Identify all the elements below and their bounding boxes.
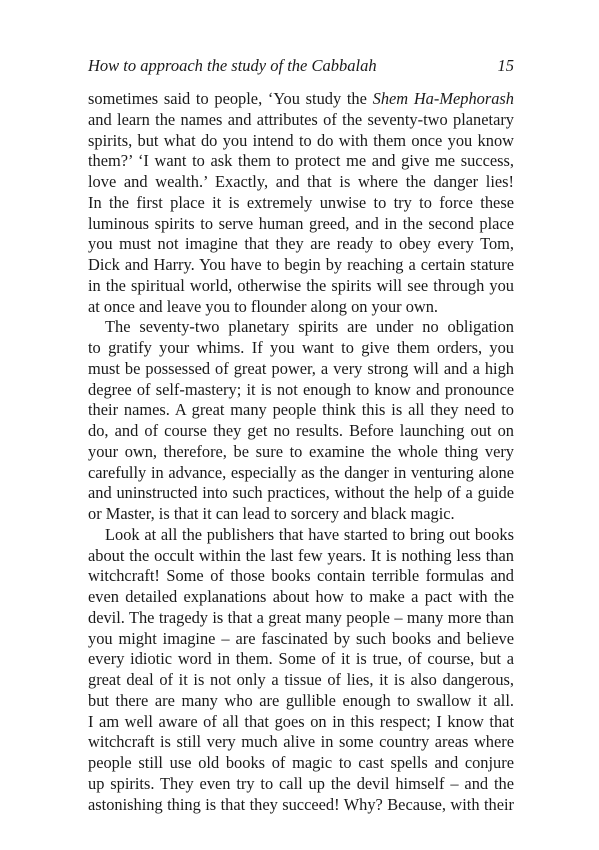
text-line: devil. The tragedy is that a great many people – many more than xyxy=(88,607,514,627)
text-line: even detailed explanations about how to make a pact with the xyxy=(88,587,514,606)
text-line: about the occult within the last few years. It is nothing less than xyxy=(88,545,514,565)
text-line: do, and of course they get no results. Before launching out on xyxy=(88,421,514,440)
text-line: in the spiritual world, otherwise the spirits will see through you xyxy=(88,275,514,295)
text-line: but there are many who are gullible enough to swallow it all. xyxy=(88,690,514,710)
text-line: degree of self-mastery; it is not enough to know and pronounce xyxy=(88,379,514,399)
text-line: you must not imagine that they are ready to obey every Tom, xyxy=(88,234,514,254)
paragraph-3 xyxy=(88,525,514,816)
text-line: luminous spirits to serve human greed, and in the second place xyxy=(88,213,514,233)
text-line: at once and leave you to flounder along on your own. xyxy=(88,296,439,316)
chapter-title: How to approach the study of the Cabbalah xyxy=(88,56,377,75)
text-line: The seventy-two planetary spirits are under no obligation xyxy=(105,317,514,337)
text-line: witchcraft is still very much alive in some country areas where xyxy=(88,732,514,752)
text-line: must be possessed of great power, a very strong will and a high xyxy=(88,358,514,378)
text-line: every idiotic word in them. Some of it is true, of course, but a xyxy=(88,649,514,669)
text-line: I am well aware of all that goes on in this respect; I know that xyxy=(88,711,514,731)
text-line: up spirits. They even try to call up the devil himself – and the xyxy=(88,773,514,793)
text-line: or Master, is that it can lead to sorcery and black magic. xyxy=(88,504,455,523)
text-line: carefully in advance, especially as the danger in venturing alone xyxy=(88,462,514,482)
text-line: you might imagine – are fascinated by such books and believe xyxy=(88,628,514,648)
text-line: and uninstructed into such practices, without the help of a guide xyxy=(88,483,514,503)
body-text xyxy=(88,89,514,815)
text-line: astonishing thing is that they succeed! Why? Because, with their xyxy=(88,794,514,814)
text-line: great deal of it is not only a tissue of lies, it is also dangerous, xyxy=(88,670,514,689)
text-line: witchcraft! Some of those books contain terrible formulas and xyxy=(88,566,514,586)
term-shem-ha-mephorash: Shem Ha-Mephorash xyxy=(372,89,514,108)
text-line: Dick and Harry. You have to begin by reaching a certain stature xyxy=(88,255,514,274)
text-line: them?’ ‘I want to ask them to protect me and give me success, xyxy=(88,151,514,171)
running-head xyxy=(88,56,514,80)
paragraph-1 xyxy=(88,89,514,317)
text-line: In the first place it is extremely unwise to try to force these xyxy=(88,192,514,212)
text-line: Look at all the publishers that have started to bring out books xyxy=(105,524,514,544)
text-line: spirits, but what do you intend to do with them once you know xyxy=(88,130,514,150)
text-line: love and wealth.’ Exactly, and that is where the danger lies! xyxy=(88,172,514,191)
text-line: people still use old books of magic to cast spells and conjure xyxy=(88,753,514,772)
text-line: sometimes said to people, ‘You study the Shem Ha-Mephorash xyxy=(88,89,514,108)
paragraph-2 xyxy=(88,317,514,525)
text-line: to gratify your whims. If you want to give them orders, you xyxy=(88,338,514,357)
page-number: 15 xyxy=(497,56,514,75)
text-line: their names. A great many people think this is all they need to xyxy=(88,400,514,420)
text-line: and learn the names and attributes of the seventy-two planetary xyxy=(88,109,514,129)
text-line: your own, therefore, be sure to examine the whole thing very xyxy=(88,441,514,461)
